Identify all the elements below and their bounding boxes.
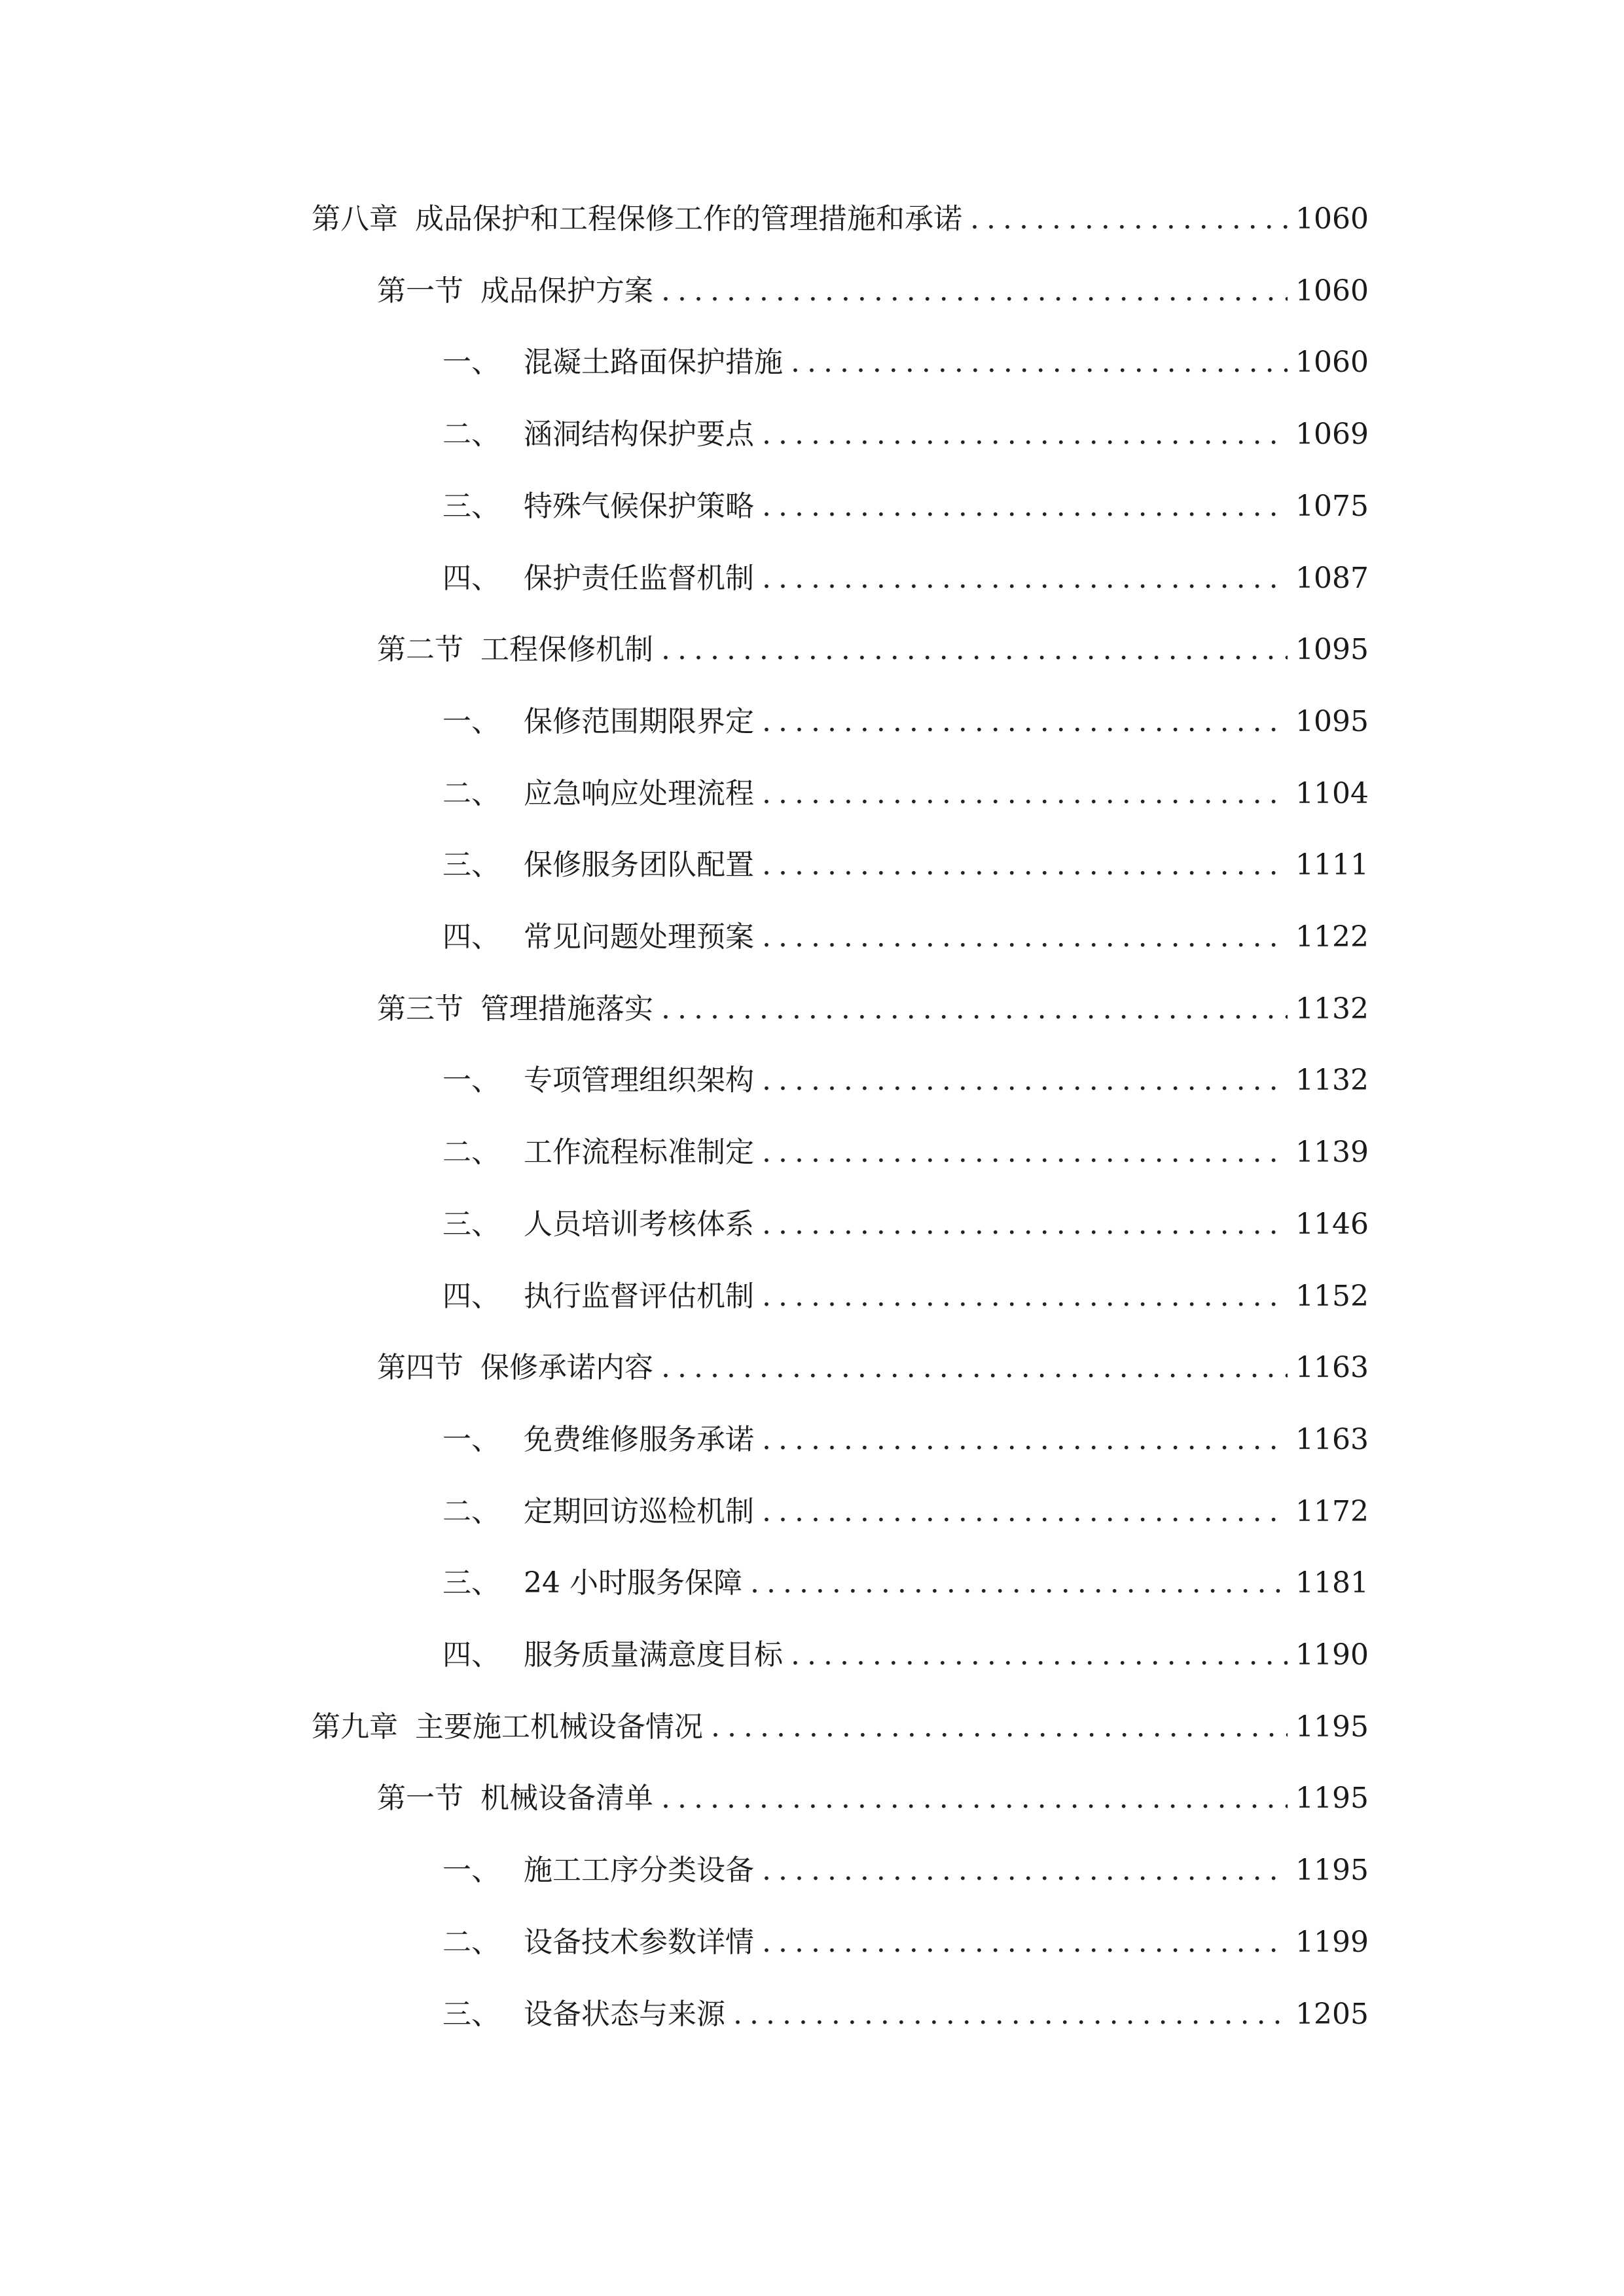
toc-entry-title: 特殊气候保护策略 (524, 489, 754, 523)
toc-entry-page: 1060 (1295, 346, 1369, 380)
toc-dot-leader (762, 839, 1288, 891)
toc-entry-page: 1172 (1295, 1494, 1369, 1528)
toc-entry-title: 保修承诺内容 (480, 1351, 653, 1385)
toc-dot-leader (750, 1557, 1288, 1609)
toc-entry-title: 成品保护和工程保修工作的管理措施和承诺 (415, 202, 962, 236)
toc-entry-page: 1195 (1295, 1854, 1369, 1888)
toc-section-entry[interactable] (377, 265, 1369, 317)
toc-dot-leader (661, 1342, 1288, 1394)
toc-entry-title: 应急响应处理流程 (524, 776, 754, 810)
toc-entry-number: 第三节 (377, 992, 463, 1026)
toc-entry-title: 设备技术参数详情 (524, 1925, 754, 1959)
toc-entry-title: 执行监督评估机制 (524, 1279, 754, 1313)
toc-entry-title: 工作流程标准制定 (524, 1136, 754, 1170)
toc-chapter-entry[interactable] (312, 1701, 1369, 1753)
toc-dot-leader (970, 193, 1288, 245)
toc-entry-number: 第九章 (312, 1710, 398, 1744)
toc-dot-leader (762, 1486, 1288, 1538)
toc-dot-leader (762, 1054, 1288, 1107)
toc-entry-page: 1199 (1295, 1925, 1369, 1959)
toc-entry-number: 二、 (442, 418, 500, 452)
toc-entry-page: 1132 (1295, 992, 1369, 1026)
toc-entry-page: 1069 (1295, 418, 1369, 452)
toc-entry-page: 1095 (1295, 704, 1369, 738)
toc-entry-title: 混凝土路面保护措施 (524, 346, 783, 380)
toc-dot-leader (762, 696, 1288, 748)
toc-entry-page: 1195 (1295, 1782, 1369, 1816)
toc-dot-leader (733, 1988, 1288, 2041)
toc-entry-page: 1205 (1295, 1997, 1369, 2031)
toc-entry-title: 定期回访巡检机制 (524, 1494, 754, 1528)
toc-dot-leader (762, 552, 1288, 605)
toc-entry-title: 保护责任监督机制 (524, 561, 754, 595)
toc-entry-number: 四、 (442, 1279, 500, 1313)
toc-entry-number: 第二节 (377, 633, 463, 667)
toc-dot-leader (762, 1198, 1288, 1251)
toc-entry-number: 三、 (442, 489, 500, 523)
toc-dot-leader (762, 1916, 1288, 1969)
toc-entry-number: 三、 (442, 848, 500, 882)
toc-subsection-entry[interactable] (442, 552, 1369, 605)
toc-entry-number: 三、 (442, 1566, 500, 1600)
toc-entry-title: 保修范围期限界定 (524, 704, 754, 738)
toc-entry-page: 1152 (1295, 1279, 1369, 1313)
toc-entry-page: 1163 (1295, 1351, 1369, 1385)
toc-entry-title: 人员培训考核体系 (524, 1207, 754, 1241)
toc-subsection-entry[interactable] (442, 1198, 1369, 1251)
toc-subsection-entry[interactable] (442, 1557, 1369, 1609)
toc-dot-leader (762, 408, 1288, 461)
toc-entry-number: 二、 (442, 1925, 500, 1959)
toc-entry-page: 1104 (1295, 776, 1369, 810)
toc-entry-title: 成品保护方案 (480, 274, 653, 308)
toc-section-entry[interactable] (377, 1342, 1369, 1394)
toc-subsection-entry[interactable] (442, 1916, 1369, 1969)
toc-entry-title: 免费维修服务承诺 (524, 1422, 754, 1456)
toc-dot-leader (762, 1270, 1288, 1323)
toc-entry-title: 常见问题处理预案 (524, 920, 754, 954)
toc-dot-leader (762, 911, 1288, 963)
toc-dot-leader (762, 1414, 1288, 1466)
toc-entry-title: 24 小时服务保障 (524, 1566, 742, 1600)
toc-entry-page: 1163 (1295, 1422, 1369, 1456)
toc-entry-number: 一、 (442, 704, 500, 738)
toc-entry-page: 1111 (1295, 848, 1369, 882)
toc-entry-title: 机械设备清单 (480, 1782, 653, 1816)
toc-entry-number: 一、 (442, 1854, 500, 1888)
toc-dot-leader (762, 1126, 1288, 1179)
toc-entry-page: 1190 (1295, 1638, 1369, 1672)
toc-dot-leader (791, 336, 1288, 389)
toc-entry-number: 二、 (442, 1494, 500, 1528)
toc-subsection-entry[interactable] (442, 1988, 1369, 2041)
toc-chapter-entry[interactable] (312, 193, 1369, 245)
toc-subsection-entry[interactable] (442, 1414, 1369, 1466)
toc-dot-leader (762, 480, 1288, 533)
toc-entry-page: 1060 (1295, 274, 1369, 308)
toc-entry-page: 1146 (1295, 1207, 1369, 1241)
toc-entry-page: 1195 (1295, 1710, 1369, 1744)
toc-dot-leader (762, 1844, 1288, 1897)
toc-entry-title: 服务质量满意度目标 (524, 1638, 783, 1672)
toc-entry-number: 第一节 (377, 1782, 463, 1816)
toc-dot-leader (762, 768, 1288, 820)
toc-subsection-entry[interactable] (442, 911, 1369, 963)
toc-entry-number: 三、 (442, 1997, 500, 2031)
toc-entry-page: 1122 (1295, 920, 1369, 954)
toc-entry-number: 二、 (442, 776, 500, 810)
toc-entry-page: 1181 (1295, 1566, 1369, 1600)
toc-entry-number: 第四节 (377, 1351, 463, 1385)
toc-entry-title: 工程保修机制 (480, 633, 653, 667)
toc-section-entry[interactable] (377, 624, 1369, 676)
toc-entry-page: 1095 (1295, 633, 1369, 667)
toc-dot-leader (661, 265, 1288, 317)
toc-subsection-entry[interactable] (442, 408, 1369, 461)
toc-dot-leader (711, 1701, 1288, 1753)
toc-subsection-entry[interactable] (442, 336, 1369, 389)
toc-entry-number: 一、 (442, 1064, 500, 1098)
toc-entry-title: 专项管理组织架构 (524, 1064, 754, 1098)
toc-subsection-entry[interactable] (442, 1486, 1369, 1538)
toc-entry-title: 主要施工机械设备情况 (415, 1710, 703, 1744)
toc-entry-title: 保修服务团队配置 (524, 848, 754, 882)
toc-entry-number: 一、 (442, 346, 500, 380)
toc-subsection-entry[interactable] (442, 696, 1369, 748)
toc-section-entry[interactable] (377, 983, 1369, 1035)
toc-entry-number: 一、 (442, 1422, 500, 1456)
toc-entry-number: 第八章 (312, 202, 398, 236)
toc-dot-leader (791, 1629, 1288, 1681)
toc-entry-number: 四、 (442, 561, 500, 595)
toc-entry-page: 1139 (1295, 1136, 1369, 1170)
toc-section-entry[interactable] (377, 1772, 1369, 1825)
toc-subsection-entry[interactable] (442, 839, 1369, 891)
toc-entry-page: 1132 (1295, 1064, 1369, 1098)
toc-entry-title: 设备状态与来源 (524, 1997, 725, 2031)
toc-entry-number: 三、 (442, 1207, 500, 1241)
toc-subsection-entry[interactable] (442, 1844, 1369, 1897)
toc-subsection-entry[interactable] (442, 1054, 1369, 1107)
toc-subsection-entry[interactable] (442, 768, 1369, 820)
toc-subsection-entry[interactable] (442, 480, 1369, 533)
toc-entry-title: 施工工序分类设备 (524, 1854, 754, 1888)
toc-subsection-entry[interactable] (442, 1270, 1369, 1323)
toc-dot-leader (661, 1772, 1288, 1825)
toc-dot-leader (661, 624, 1288, 676)
toc-entry-number: 四、 (442, 920, 500, 954)
toc-dot-leader (661, 983, 1288, 1035)
toc-subsection-entry[interactable] (442, 1126, 1369, 1179)
toc-subsection-entry[interactable] (442, 1629, 1369, 1681)
toc-entry-number: 第一节 (377, 274, 463, 308)
toc-entry-page: 1060 (1295, 202, 1369, 236)
toc-entry-page: 1075 (1295, 489, 1369, 523)
toc-entry-number: 二、 (442, 1136, 500, 1170)
toc-entry-page: 1087 (1295, 561, 1369, 595)
toc-entry-number: 四、 (442, 1638, 500, 1672)
toc-entry-title: 管理措施落实 (480, 992, 653, 1026)
toc-entry-title: 涵洞结构保护要点 (524, 418, 754, 452)
